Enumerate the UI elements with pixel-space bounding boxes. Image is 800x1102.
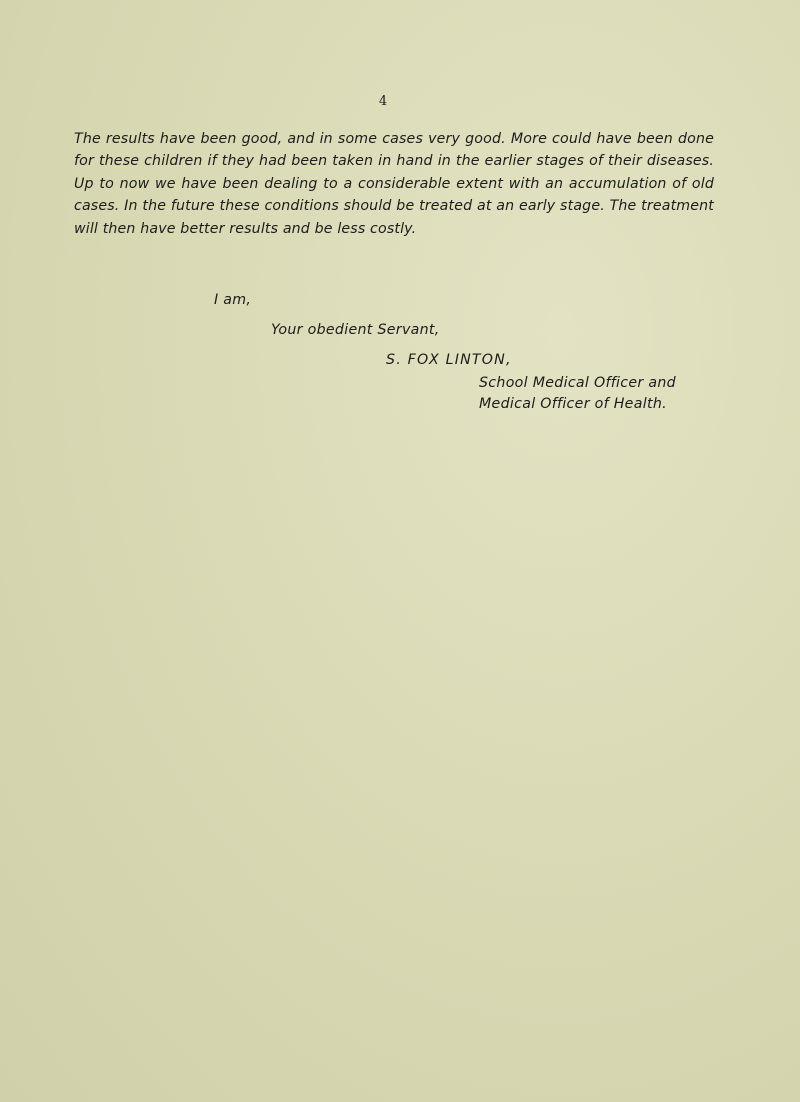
page-number: 4 (378, 94, 388, 109)
signature-title-line-2: Medical Officer of Health. (479, 396, 667, 412)
signature-title-line-1: School Medical Officer and (479, 375, 676, 391)
signature-name: S. FOX LINTON, (386, 352, 512, 368)
closing-valediction: Your obedient Servant, (271, 322, 440, 338)
closing-greeting: I am, (214, 292, 252, 308)
letter-body: The results have been good, and in some cases very good. More could have been done for these children if they had been taken in hand in the earlier stages of their diseases. Up to now we have been dealing to a considerable extent with an accumulation of old cases. In the future these conditions should be treated at an early stage. The treatment will then have better results and be less costly. (74, 131, 714, 237)
